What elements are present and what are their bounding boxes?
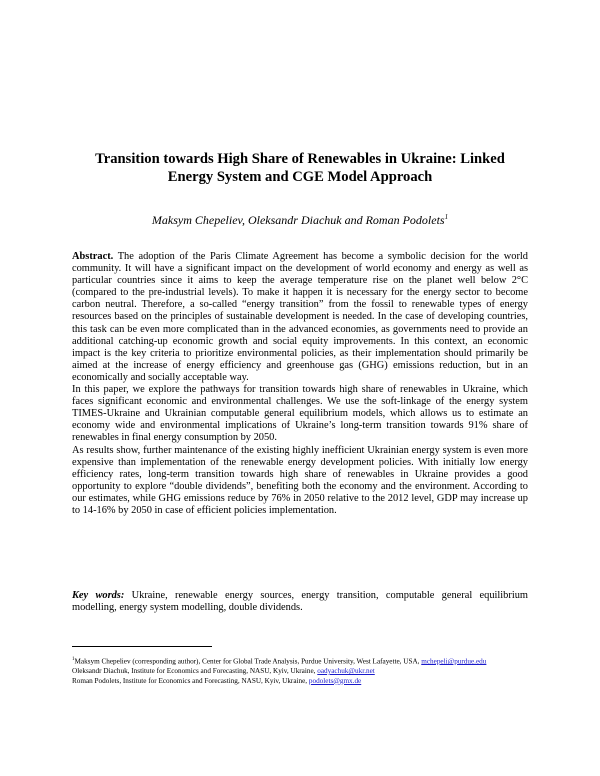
keywords	[72, 590, 528, 614]
author-names: Maksym Chepeliev, Oleksandr Diachuk and Roman Podolets	[151, 213, 445, 227]
keywords-label: Key words:	[72, 590, 125, 601]
footnote-3	[72, 677, 528, 687]
footnote-3-text: Roman Podolets, Institute for Economics and Forecasting, NASU, Kyiv, Ukraine,	[72, 676, 308, 685]
footnote-2	[72, 667, 528, 677]
abstract-label: Abstract.	[72, 251, 114, 262]
email-link-diachuk[interactable]: oadyachuk@ukr.net	[317, 666, 375, 675]
email-link-chepeliev[interactable]: mchepeli@purdue.edu	[421, 657, 487, 666]
keywords-text: Ukraine, renewable energy sources, energy transition, computable general equilibrium modelling, energy system modelling, double dividends.	[72, 590, 528, 614]
abstract-text-1: The adoption of the Paris Climate Agreement has become a symbolic decision for the world community. It will have a significant impact on the development of world economy and energy as well as particular countries since it aims to keep the average temperature rise on the planet well below 2°C (compared to the pre-industrial levels). To make it happen it is necessary for the energy sector to become carbon neutral. Therefore, a so-called “energy transition” from the fossil to renewable types of energy resources based on the principles of sustainable development is needed. In the case of developing countries, this task can be even more complicated than in the advanced economies, as governments need to provide an additional catching-up economic growth and social equity improvements. In this context, an economic impact is the key criteria to prioritize environmental policies, as their implementation should primarily be aimed at the increase of energy efficiency and greenhouse gas (GHG) emissions reduction, but in an economically and socially acceptable way.	[72, 251, 528, 383]
paper-title-line-2: Energy System and CGE Model Approach	[167, 169, 433, 185]
footnote-2-text: Oleksandr Diachuk, Institute for Economics and Forecasting, NASU, Kyiv, Ukraine,	[72, 666, 316, 675]
email-link-podolets[interactable]: podolets@gmx.de	[308, 676, 362, 685]
abstract	[72, 251, 528, 517]
abstract-paragraph-2: In this paper, we explore the pathways for transition towards high share of renewables in Ukraine, which faces significant economic and environmental challenges. We use the soft-linkage of the energy system TIMES-Ukraine and Ukrainian computable general equilibrium models, which allows us to estimate an economy wide and environmental implications of Ukraine’s long-term transition towards 91% share of renewables in final energy consumption by 2050.	[72, 384, 528, 444]
author-list	[60, 210, 540, 228]
paper-title-line-1: Transition towards High Share of Renewables in Ukraine: Linked	[95, 151, 505, 167]
abstract-paragraph-1	[72, 251, 528, 384]
footnote-1-text: Maksym Chepeliev (corresponding author), Center for Global Trade Analysis, Purdue University, West Lafayette, USA,	[74, 657, 420, 666]
footnote-divider	[72, 646, 212, 647]
abstract-paragraph-3: As results show, further maintenance of the existing highly inefficient Ukrainian energy system is even more expensive than implementation of the renewable energy development policies. With initially low energy efficiency rates, long-term transition towards high share of renewables in Ukraine provides a good opportunity to explore “double dividends”, benefiting both the economy and the environment. According to our estimates, while GHG emissions reduce by 76% in 2050 relative to the 2012 level, GDP may increase up to 14-16% by 2050 in case of efficient policies implementation.	[72, 444, 528, 516]
paper-title	[60, 150, 540, 186]
footnote-1	[72, 655, 528, 667]
footnotes	[72, 655, 528, 686]
footnote-1-mark: 1	[72, 657, 75, 662]
author-footnote-mark: 1	[444, 213, 449, 221]
